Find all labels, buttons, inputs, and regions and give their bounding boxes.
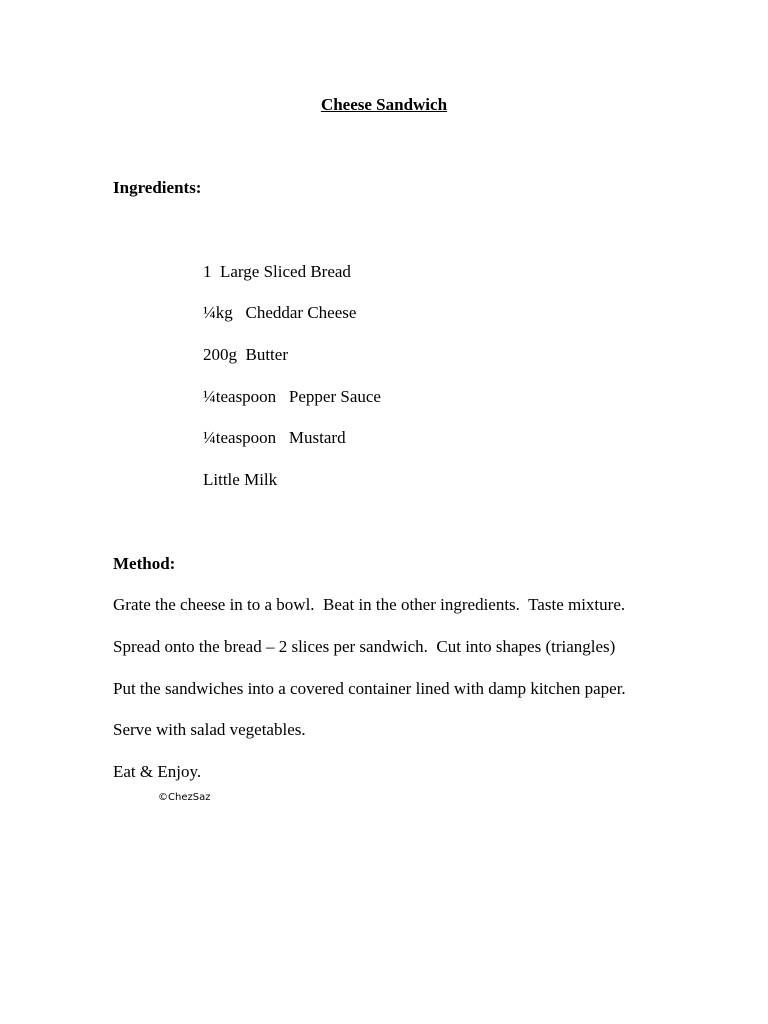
method-step: Put the sandwiches into a covered container lined with damp kitchen paper. xyxy=(113,679,626,698)
copyright-notice: ©ChezSaz xyxy=(158,792,211,803)
ingredient-item: Little Milk xyxy=(203,470,278,489)
method-step: Serve with salad vegetables. xyxy=(113,720,306,739)
ingredient-item: 1 Large Sliced Bread xyxy=(203,262,351,281)
method-step: Eat & Enjoy. xyxy=(113,762,202,781)
ingredient-item: ¼teaspoon Pepper Sauce xyxy=(203,387,381,406)
method-step: Spread onto the bread – 2 slices per sandwich. Cut into shapes (triangles) xyxy=(113,637,616,656)
ingredient-item: 200g Butter xyxy=(203,345,288,364)
method-heading: Method: xyxy=(113,554,176,573)
ingredients-heading: Ingredients: xyxy=(113,178,202,197)
ingredient-item: ¼teaspoon Mustard xyxy=(203,428,346,447)
recipe-title: Cheese Sandwich xyxy=(320,95,448,114)
method-step: Grate the cheese in to a bowl. Beat in the other ingredients. Taste mixture. xyxy=(113,595,626,614)
ingredient-item: ¼kg Cheddar Cheese xyxy=(203,303,357,322)
